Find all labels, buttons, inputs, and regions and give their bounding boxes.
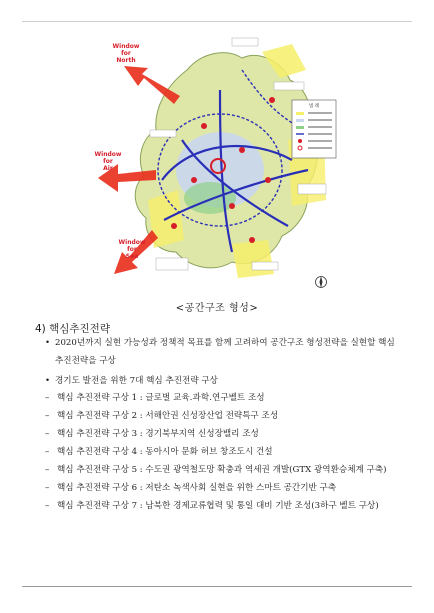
- bullet-1-line-1: • 2020년까지 실현 가능성과 정책적 목표를 함께 고려하여 공간구조 형성전략을 실현할 핵심: [45, 338, 395, 348]
- compass-icon: [314, 275, 328, 289]
- arrow-sea-label: Window for Sea: [118, 239, 146, 260]
- arrow-air-label: Window for Air: [94, 151, 122, 172]
- map-node: [171, 223, 177, 229]
- bullet-1-line-2: 추진전략을 구상: [55, 356, 116, 366]
- map-legend: [292, 100, 336, 158]
- map-node: [249, 237, 255, 243]
- map-node: [269, 97, 275, 103]
- bullet-2-line-1: • 경기도 발전을 위한 7대 핵심 추진전략 구상: [45, 376, 218, 386]
- figure-caption: <공간구조 형성>: [175, 303, 259, 314]
- legend-title: 범 례: [308, 104, 320, 109]
- strategy-item: – 핵심 추진전략 구상 3 : 경기북부지역 신성장밸리 조성: [45, 429, 259, 439]
- top-rule: [22, 21, 412, 22]
- strategy-item: – 핵심 추진전략 구상 4 : 동아시아 문화 허브 창조도시 건설: [45, 447, 273, 457]
- map-node: [229, 203, 235, 209]
- bullet-icon: •: [45, 376, 51, 386]
- bullet-icon: •: [45, 338, 51, 348]
- map-node: [239, 147, 245, 153]
- map-node: [191, 177, 197, 183]
- strategy-item: – 핵심 추진전략 구상 2 : 서해안권 신성장산업 전략특구 조성: [45, 411, 279, 421]
- strategy-item: – 핵심 추진전략 구상 1 : 글로벌 교육․과학․연구벨트 조성: [45, 393, 265, 403]
- map-node: [265, 177, 271, 183]
- strategy-item: – 핵심 추진전략 구상 6 : 저탄소 녹색사회 실현을 위한 스마트 공간기반 구축: [45, 483, 337, 493]
- arrow-north-label: Window for North: [112, 43, 140, 64]
- spatial-structure-map: [92, 30, 342, 285]
- bottom-rule: [22, 586, 412, 587]
- section-title: 4) 핵심추진전략: [35, 323, 110, 335]
- strategy-item: – 핵심 추진전략 구상 5 : 수도권 광역철도망 확충과 역세권 개발(GTX 광역환승체계 구축): [45, 465, 387, 475]
- map-belt-south: [232, 240, 274, 278]
- strategy-item: – 핵심 추진전략 구상 7 : 남북한 경제교류협력 및 통일 대비 기반 조성(3하구 벨트 구상): [45, 501, 379, 511]
- map-node: [201, 123, 207, 129]
